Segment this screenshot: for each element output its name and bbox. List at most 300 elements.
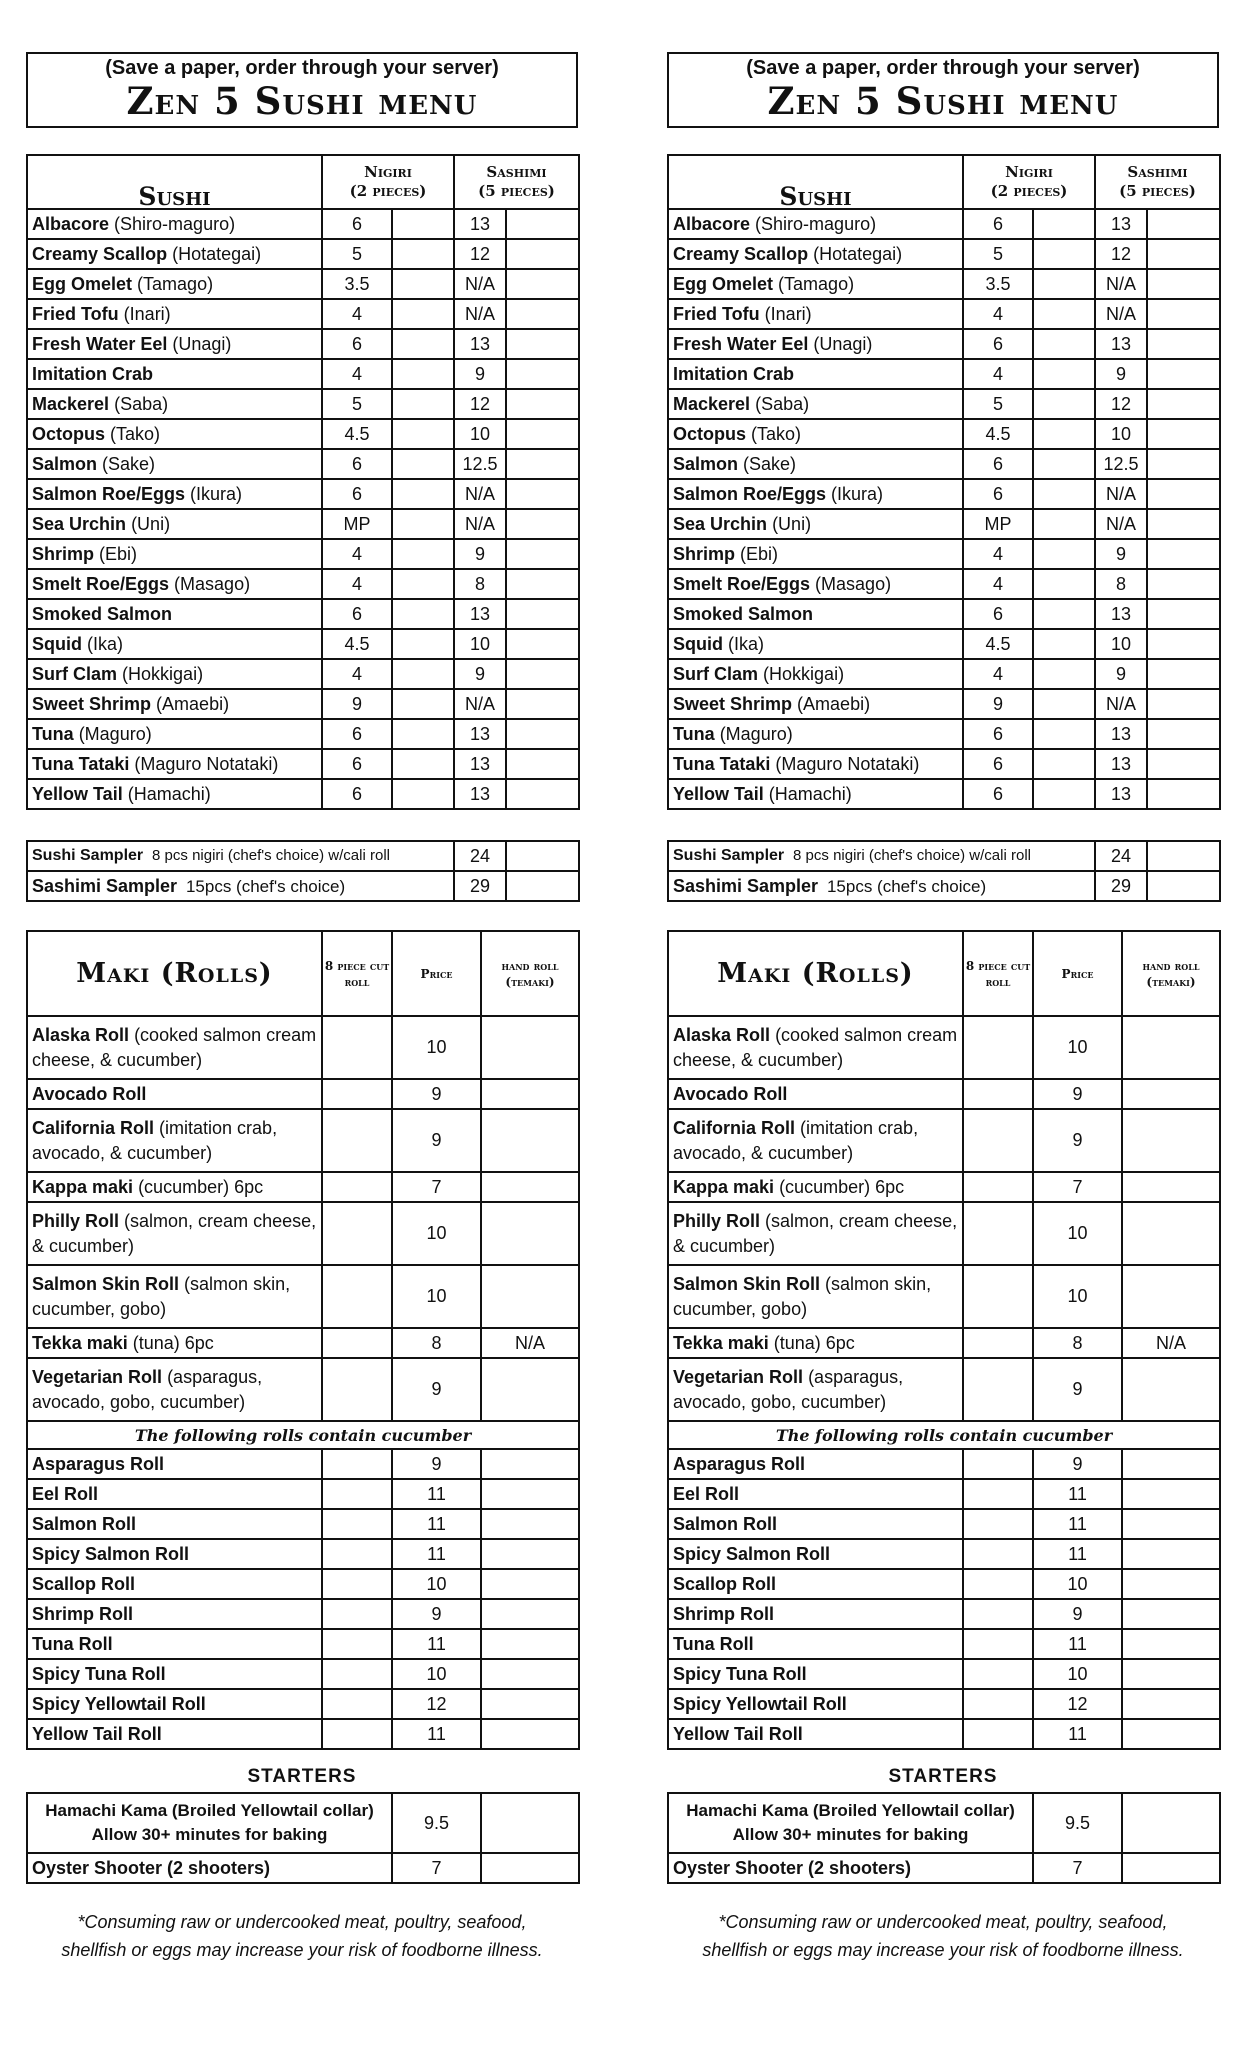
maki-price: 9 bbox=[1033, 1449, 1122, 1479]
sashimi-qty-box bbox=[506, 599, 579, 629]
maki-item-name: Kappa maki (cucumber) 6pc bbox=[27, 1172, 322, 1202]
nigiri-qty-box bbox=[1033, 779, 1095, 809]
nigiri-price: 4 bbox=[322, 569, 392, 599]
sushi-row bbox=[668, 329, 1220, 359]
maki-item-name: Spicy Salmon Roll bbox=[668, 1539, 963, 1569]
hand-roll-cell: N/A bbox=[1122, 1328, 1220, 1358]
nigiri-price: 6 bbox=[322, 779, 392, 809]
cut-roll-qty-box bbox=[322, 1479, 392, 1509]
starter-price: 7 bbox=[392, 1853, 481, 1883]
sashimi-qty-box bbox=[506, 239, 579, 269]
sushi-row bbox=[668, 599, 1220, 629]
hand-roll-cell bbox=[481, 1659, 579, 1689]
sampler-qty-box bbox=[1147, 841, 1220, 871]
sushi-item-name: Squid (Ika) bbox=[27, 629, 322, 659]
sushi-row bbox=[27, 629, 579, 659]
maki-row bbox=[27, 1016, 579, 1079]
sashimi-qty-box bbox=[506, 719, 579, 749]
sampler-name: Sushi Sampler 8 pcs nigiri (chef's choice) w/cali roll bbox=[27, 841, 454, 871]
sashimi-price: 10 bbox=[454, 629, 506, 659]
nigiri-header: Nigiri (2 pieces) bbox=[963, 155, 1095, 209]
maki-row bbox=[27, 1265, 579, 1328]
sashimi-price: 12 bbox=[454, 389, 506, 419]
sushi-item-name: Salmon (Sake) bbox=[668, 449, 963, 479]
hand-roll-cell bbox=[1122, 1509, 1220, 1539]
maki-price: 9 bbox=[1033, 1109, 1122, 1172]
sushi-row bbox=[27, 689, 579, 719]
sashimi-qty-box bbox=[1147, 209, 1220, 239]
sashimi-price: N/A bbox=[1095, 509, 1147, 539]
sashimi-qty-box bbox=[506, 419, 579, 449]
hand-roll-header: hand roll (temaki) bbox=[1122, 931, 1220, 1016]
maki-price: 10 bbox=[392, 1569, 481, 1599]
sushi-table bbox=[667, 154, 1221, 810]
nigiri-price: 6 bbox=[322, 329, 392, 359]
hand-roll-cell bbox=[1122, 1109, 1220, 1172]
nigiri-qty-box bbox=[1033, 479, 1095, 509]
hand-roll-cell bbox=[1122, 1449, 1220, 1479]
sashimi-price: 13 bbox=[1095, 719, 1147, 749]
cut-roll-qty-box bbox=[322, 1016, 392, 1079]
maki-item-name: Kappa maki (cucumber) 6pc bbox=[668, 1172, 963, 1202]
cut-roll-qty-box bbox=[963, 1328, 1033, 1358]
maki-price: 9 bbox=[392, 1599, 481, 1629]
nigiri-price: 6 bbox=[963, 779, 1033, 809]
hand-roll-cell bbox=[481, 1016, 579, 1079]
sashimi-price: N/A bbox=[1095, 689, 1147, 719]
maki-heading: Maki (Rolls) bbox=[668, 931, 963, 1016]
sampler-row bbox=[668, 871, 1220, 901]
sashimi-price: 10 bbox=[454, 419, 506, 449]
sashimi-qty-box bbox=[1147, 269, 1220, 299]
maki-row bbox=[27, 1719, 579, 1749]
hand-roll-cell bbox=[481, 1569, 579, 1599]
maki-item-name: Salmon Skin Roll (salmon skin, cucumber, gobo) bbox=[668, 1265, 963, 1328]
maki-item-name: Spicy Yellowtail Roll bbox=[27, 1689, 322, 1719]
sushi-item-name: Fried Tofu (Inari) bbox=[27, 299, 322, 329]
sushi-row bbox=[668, 689, 1220, 719]
nigiri-price: 5 bbox=[322, 239, 392, 269]
sashimi-price: 12.5 bbox=[1095, 449, 1147, 479]
sashimi-price: N/A bbox=[454, 269, 506, 299]
sashimi-price: 9 bbox=[454, 359, 506, 389]
cut-roll-qty-box bbox=[963, 1659, 1033, 1689]
nigiri-qty-box bbox=[1033, 569, 1095, 599]
sashimi-qty-box bbox=[506, 689, 579, 719]
maki-item-name: Spicy Tuna Roll bbox=[27, 1659, 322, 1689]
nigiri-header: Nigiri (2 pieces) bbox=[322, 155, 454, 209]
hand-roll-cell bbox=[1122, 1479, 1220, 1509]
nigiri-price: 6 bbox=[963, 719, 1033, 749]
nigiri-qty-box bbox=[1033, 269, 1095, 299]
maki-row bbox=[668, 1659, 1220, 1689]
maki-row bbox=[668, 1569, 1220, 1599]
nigiri-price: 5 bbox=[963, 389, 1033, 419]
sashimi-price: N/A bbox=[454, 509, 506, 539]
sushi-item-name: Octopus (Tako) bbox=[668, 419, 963, 449]
sushi-row bbox=[668, 209, 1220, 239]
hand-roll-cell bbox=[1122, 1265, 1220, 1328]
cut-roll-header: 8 piece cut roll bbox=[963, 931, 1033, 1016]
maki-row bbox=[27, 1689, 579, 1719]
sashimi-price: 9 bbox=[1095, 539, 1147, 569]
maki-row bbox=[668, 1629, 1220, 1659]
cut-roll-qty-box bbox=[963, 1265, 1033, 1328]
hand-roll-cell bbox=[1122, 1016, 1220, 1079]
sashimi-qty-box bbox=[1147, 599, 1220, 629]
cut-roll-qty-box bbox=[322, 1449, 392, 1479]
sashimi-qty-box bbox=[1147, 479, 1220, 509]
nigiri-qty-box bbox=[392, 389, 454, 419]
maki-row bbox=[27, 1629, 579, 1659]
sushi-item-name: Sea Urchin (Uni) bbox=[27, 509, 322, 539]
sushi-row bbox=[668, 419, 1220, 449]
maki-price: 9 bbox=[392, 1358, 481, 1421]
nigiri-price: 6 bbox=[322, 719, 392, 749]
cucumber-note: The following rolls contain cucumber bbox=[668, 1421, 1220, 1449]
sushi-item-name: Salmon Roe/Eggs (Ikura) bbox=[668, 479, 963, 509]
cut-roll-qty-box bbox=[322, 1569, 392, 1599]
maki-heading: Maki (Rolls) bbox=[27, 931, 322, 1016]
sushi-row bbox=[27, 359, 579, 389]
maki-item-name: Tuna Roll bbox=[27, 1629, 322, 1659]
sushi-item-name: Surf Clam (Hokkigai) bbox=[27, 659, 322, 689]
maki-row bbox=[27, 1109, 579, 1172]
nigiri-price: 5 bbox=[963, 239, 1033, 269]
menu-title: Zen 5 Sushi menu bbox=[767, 79, 1119, 123]
sashimi-price: 12 bbox=[1095, 239, 1147, 269]
sampler-qty-box bbox=[506, 841, 579, 871]
maki-row bbox=[668, 1539, 1220, 1569]
sashimi-price: 13 bbox=[454, 749, 506, 779]
sushi-row bbox=[27, 479, 579, 509]
sampler-table bbox=[26, 840, 580, 902]
nigiri-qty-box bbox=[1033, 419, 1095, 449]
sashimi-qty-box bbox=[1147, 779, 1220, 809]
starter-row bbox=[668, 1853, 1220, 1883]
sashimi-qty-box bbox=[1147, 689, 1220, 719]
sashimi-qty-box bbox=[1147, 659, 1220, 689]
maki-item-name: Asparagus Roll bbox=[27, 1449, 322, 1479]
sashimi-qty-box bbox=[506, 659, 579, 689]
sushi-item-name: Tuna (Maguro) bbox=[27, 719, 322, 749]
sashimi-qty-box bbox=[1147, 239, 1220, 269]
nigiri-qty-box bbox=[1033, 449, 1095, 479]
sushi-item-name: Smoked Salmon bbox=[668, 599, 963, 629]
cut-roll-qty-box bbox=[963, 1629, 1033, 1659]
sashimi-price: 13 bbox=[1095, 599, 1147, 629]
cut-roll-qty-box bbox=[963, 1079, 1033, 1109]
cut-roll-qty-box bbox=[963, 1016, 1033, 1079]
nigiri-qty-box bbox=[1033, 719, 1095, 749]
maki-item-name: Vegetarian Roll (asparagus, avocado, gobo, cucumber) bbox=[27, 1358, 322, 1421]
nigiri-qty-box bbox=[392, 329, 454, 359]
sashimi-qty-box bbox=[1147, 749, 1220, 779]
sushi-item-name: Albacore (Shiro-maguro) bbox=[668, 209, 963, 239]
sushi-row bbox=[668, 719, 1220, 749]
sushi-row bbox=[27, 779, 579, 809]
hand-roll-cell bbox=[1122, 1202, 1220, 1265]
hand-roll-cell: N/A bbox=[481, 1328, 579, 1358]
sashimi-price: 13 bbox=[454, 719, 506, 749]
nigiri-price: 9 bbox=[963, 689, 1033, 719]
nigiri-qty-box bbox=[1033, 539, 1095, 569]
sashimi-price: 9 bbox=[454, 659, 506, 689]
sushi-row bbox=[27, 749, 579, 779]
sushi-row bbox=[27, 329, 579, 359]
sashimi-header: Sashimi (5 pieces) bbox=[1095, 155, 1220, 209]
sashimi-qty-box bbox=[1147, 329, 1220, 359]
sushi-item-name: Imitation Crab bbox=[27, 359, 322, 389]
maki-item-name: Alaska Roll (cooked salmon cream cheese, & cucumber) bbox=[668, 1016, 963, 1079]
maki-item-name: Salmon Skin Roll (salmon skin, cucumber, gobo) bbox=[27, 1265, 322, 1328]
maki-row bbox=[668, 1172, 1220, 1202]
nigiri-qty-box bbox=[1033, 389, 1095, 419]
sampler-qty-box bbox=[506, 871, 579, 901]
sushi-table bbox=[26, 154, 580, 810]
sashimi-price: N/A bbox=[1095, 269, 1147, 299]
maki-item-name: Tekka maki (tuna) 6pc bbox=[668, 1328, 963, 1358]
sushi-item-name: Fried Tofu (Inari) bbox=[668, 299, 963, 329]
maki-price: 12 bbox=[1033, 1689, 1122, 1719]
maki-price: 11 bbox=[1033, 1509, 1122, 1539]
nigiri-price: 4.5 bbox=[963, 629, 1033, 659]
maki-row bbox=[668, 1109, 1220, 1172]
sushi-item-name: Sweet Shrimp (Amaebi) bbox=[668, 689, 963, 719]
maki-row bbox=[27, 1172, 579, 1202]
maki-price: 9 bbox=[1033, 1599, 1122, 1629]
maki-item-name: Shrimp Roll bbox=[27, 1599, 322, 1629]
nigiri-price: 4 bbox=[963, 659, 1033, 689]
sushi-row bbox=[27, 209, 579, 239]
sashimi-qty-box bbox=[506, 329, 579, 359]
sushi-row bbox=[668, 779, 1220, 809]
sushi-item-name: Smelt Roe/Eggs (Masago) bbox=[668, 569, 963, 599]
maki-item-name: Scallop Roll bbox=[668, 1569, 963, 1599]
sushi-row bbox=[668, 749, 1220, 779]
maki-price: 10 bbox=[392, 1265, 481, 1328]
maki-price: 7 bbox=[1033, 1172, 1122, 1202]
sushi-item-name: Shrimp (Ebi) bbox=[27, 539, 322, 569]
sashimi-qty-box bbox=[506, 569, 579, 599]
nigiri-qty-box bbox=[392, 599, 454, 629]
nigiri-qty-box bbox=[1033, 509, 1095, 539]
maki-price: 10 bbox=[1033, 1202, 1122, 1265]
sushi-item-name: Creamy Scallop (Hotategai) bbox=[27, 239, 322, 269]
sushi-row bbox=[27, 389, 579, 419]
maki-row bbox=[27, 1539, 579, 1569]
sashimi-price: 12 bbox=[454, 239, 506, 269]
starter-qty-box bbox=[481, 1793, 579, 1853]
sashimi-price: 13 bbox=[454, 329, 506, 359]
maki-row bbox=[27, 1479, 579, 1509]
cut-roll-qty-box bbox=[963, 1479, 1033, 1509]
sampler-price: 29 bbox=[1095, 871, 1147, 901]
hand-roll-cell bbox=[1122, 1569, 1220, 1599]
sashimi-qty-box bbox=[1147, 419, 1220, 449]
maki-price: 11 bbox=[1033, 1539, 1122, 1569]
sampler-price: 24 bbox=[1095, 841, 1147, 871]
nigiri-price: 4.5 bbox=[322, 419, 392, 449]
nigiri-price: 4.5 bbox=[322, 629, 392, 659]
maki-item-name: Asparagus Roll bbox=[668, 1449, 963, 1479]
cut-roll-qty-box bbox=[322, 1599, 392, 1629]
sushi-row bbox=[27, 539, 579, 569]
maki-item-name: Eel Roll bbox=[27, 1479, 322, 1509]
starters-heading: STARTERS bbox=[247, 1766, 357, 1787]
starter-name: Hamachi Kama (Broiled Yellowtail collar) Allow 30+ minutes for baking bbox=[668, 1793, 1033, 1853]
sashimi-qty-box bbox=[506, 209, 579, 239]
sushi-row bbox=[27, 299, 579, 329]
nigiri-qty-box bbox=[392, 539, 454, 569]
maki-row bbox=[668, 1509, 1220, 1539]
maki-price: 9 bbox=[392, 1079, 481, 1109]
cut-roll-qty-box bbox=[322, 1328, 392, 1358]
nigiri-qty-box bbox=[392, 779, 454, 809]
sashimi-price: 8 bbox=[454, 569, 506, 599]
sashimi-qty-box bbox=[506, 269, 579, 299]
starters-table bbox=[26, 1792, 580, 1884]
sushi-row bbox=[668, 299, 1220, 329]
sushi-item-name: Albacore (Shiro-maguro) bbox=[27, 209, 322, 239]
nigiri-qty-box bbox=[392, 629, 454, 659]
nigiri-qty-box bbox=[1033, 209, 1095, 239]
maki-row bbox=[668, 1202, 1220, 1265]
nigiri-price: 6 bbox=[322, 449, 392, 479]
hand-roll-cell bbox=[481, 1719, 579, 1749]
nigiri-price: 4 bbox=[322, 359, 392, 389]
hand-roll-cell bbox=[1122, 1659, 1220, 1689]
sushi-item-name: Tuna Tataki (Maguro Notataki) bbox=[668, 749, 963, 779]
cut-roll-qty-box bbox=[322, 1265, 392, 1328]
nigiri-price: MP bbox=[322, 509, 392, 539]
sashimi-header: Sashimi (5 pieces) bbox=[454, 155, 579, 209]
maki-item-name: Tekka maki (tuna) 6pc bbox=[27, 1328, 322, 1358]
hand-roll-cell bbox=[481, 1265, 579, 1328]
nigiri-qty-box bbox=[1033, 329, 1095, 359]
hand-roll-cell bbox=[481, 1479, 579, 1509]
cut-roll-qty-box bbox=[322, 1509, 392, 1539]
hand-roll-header: hand roll (temaki) bbox=[481, 931, 579, 1016]
price-header: Price bbox=[392, 931, 481, 1016]
nigiri-qty-box bbox=[392, 209, 454, 239]
maki-price: 7 bbox=[392, 1172, 481, 1202]
cut-roll-qty-box bbox=[322, 1172, 392, 1202]
sushi-item-name: Salmon (Sake) bbox=[27, 449, 322, 479]
sashimi-price: 12 bbox=[1095, 389, 1147, 419]
sushi-row bbox=[668, 269, 1220, 299]
maki-row bbox=[668, 1016, 1220, 1079]
nigiri-qty-box bbox=[1033, 599, 1095, 629]
sashimi-price: 13 bbox=[454, 599, 506, 629]
maki-price: 9 bbox=[392, 1109, 481, 1172]
hand-roll-cell bbox=[481, 1172, 579, 1202]
hand-roll-cell bbox=[1122, 1358, 1220, 1421]
sushi-row bbox=[668, 539, 1220, 569]
cut-roll-qty-box bbox=[963, 1202, 1033, 1265]
cut-roll-qty-box bbox=[322, 1659, 392, 1689]
maki-item-name: Salmon Roll bbox=[27, 1509, 322, 1539]
maki-table bbox=[26, 930, 580, 1750]
maki-price: 11 bbox=[392, 1629, 481, 1659]
nigiri-qty-box bbox=[1033, 629, 1095, 659]
sashimi-qty-box bbox=[1147, 449, 1220, 479]
sashimi-price: 8 bbox=[1095, 569, 1147, 599]
cut-roll-qty-box bbox=[322, 1358, 392, 1421]
sampler-name: Sashimi Sampler 15pcs (chef's choice) bbox=[668, 871, 1095, 901]
maki-item-name: Avocado Roll bbox=[668, 1079, 963, 1109]
maki-row bbox=[27, 1569, 579, 1599]
sushi-item-name: Egg Omelet (Tamago) bbox=[27, 269, 322, 299]
sushi-row bbox=[668, 449, 1220, 479]
health-warning: *Consuming raw or undercooked meat, poultry, seafood, shellfish or eggs may increase your risk of foodborne illness. bbox=[702, 1912, 1184, 1960]
nigiri-qty-box bbox=[1033, 239, 1095, 269]
sashimi-price: 9 bbox=[1095, 659, 1147, 689]
nigiri-qty-box bbox=[392, 269, 454, 299]
sampler-row bbox=[27, 841, 579, 871]
sushi-row bbox=[27, 269, 579, 299]
cut-roll-qty-box bbox=[322, 1079, 392, 1109]
sashimi-price: 12.5 bbox=[454, 449, 506, 479]
maki-price: 8 bbox=[392, 1328, 481, 1358]
maki-item-name: Salmon Roll bbox=[668, 1509, 963, 1539]
hand-roll-cell bbox=[1122, 1079, 1220, 1109]
sushi-row bbox=[27, 239, 579, 269]
hand-roll-cell bbox=[481, 1539, 579, 1569]
sashimi-qty-box bbox=[506, 629, 579, 659]
sushi-item-name: Yellow Tail (Hamachi) bbox=[668, 779, 963, 809]
nigiri-qty-box bbox=[392, 449, 454, 479]
hand-roll-cell bbox=[1122, 1629, 1220, 1659]
nigiri-price: 6 bbox=[963, 449, 1033, 479]
sampler-price: 24 bbox=[454, 841, 506, 871]
sashimi-qty-box bbox=[1147, 509, 1220, 539]
starters-table bbox=[667, 1792, 1221, 1884]
maki-item-name: Scallop Roll bbox=[27, 1569, 322, 1599]
sushi-item-name: Creamy Scallop (Hotategai) bbox=[668, 239, 963, 269]
sushi-row bbox=[668, 479, 1220, 509]
nigiri-qty-box bbox=[392, 359, 454, 389]
nigiri-price: 4 bbox=[322, 659, 392, 689]
sushi-item-name: Fresh Water Eel (Unagi) bbox=[668, 329, 963, 359]
starters-heading: STARTERS bbox=[888, 1766, 998, 1787]
starter-row bbox=[668, 1793, 1220, 1853]
cut-roll-qty-box bbox=[322, 1539, 392, 1569]
maki-price: 10 bbox=[1033, 1659, 1122, 1689]
header-subtitle: (Save a paper, order through your server) bbox=[105, 57, 499, 79]
hand-roll-cell bbox=[481, 1358, 579, 1421]
sushi-row bbox=[27, 719, 579, 749]
menu-header bbox=[667, 52, 1219, 128]
maki-price: 10 bbox=[1033, 1016, 1122, 1079]
maki-row bbox=[27, 1659, 579, 1689]
sashimi-qty-box bbox=[506, 779, 579, 809]
nigiri-price: 6 bbox=[963, 749, 1033, 779]
sushi-row bbox=[668, 509, 1220, 539]
sashimi-price: 13 bbox=[454, 779, 506, 809]
menu-column-right bbox=[667, 52, 1219, 1964]
maki-row bbox=[27, 1449, 579, 1479]
sushi-row bbox=[668, 569, 1220, 599]
nigiri-price: 6 bbox=[963, 479, 1033, 509]
nigiri-price: 3.5 bbox=[963, 269, 1033, 299]
sashimi-qty-box bbox=[1147, 629, 1220, 659]
sashimi-price: N/A bbox=[454, 479, 506, 509]
maki-row bbox=[668, 1719, 1220, 1749]
nigiri-price: 6 bbox=[322, 599, 392, 629]
nigiri-price: 6 bbox=[322, 749, 392, 779]
cut-roll-qty-box bbox=[963, 1172, 1033, 1202]
